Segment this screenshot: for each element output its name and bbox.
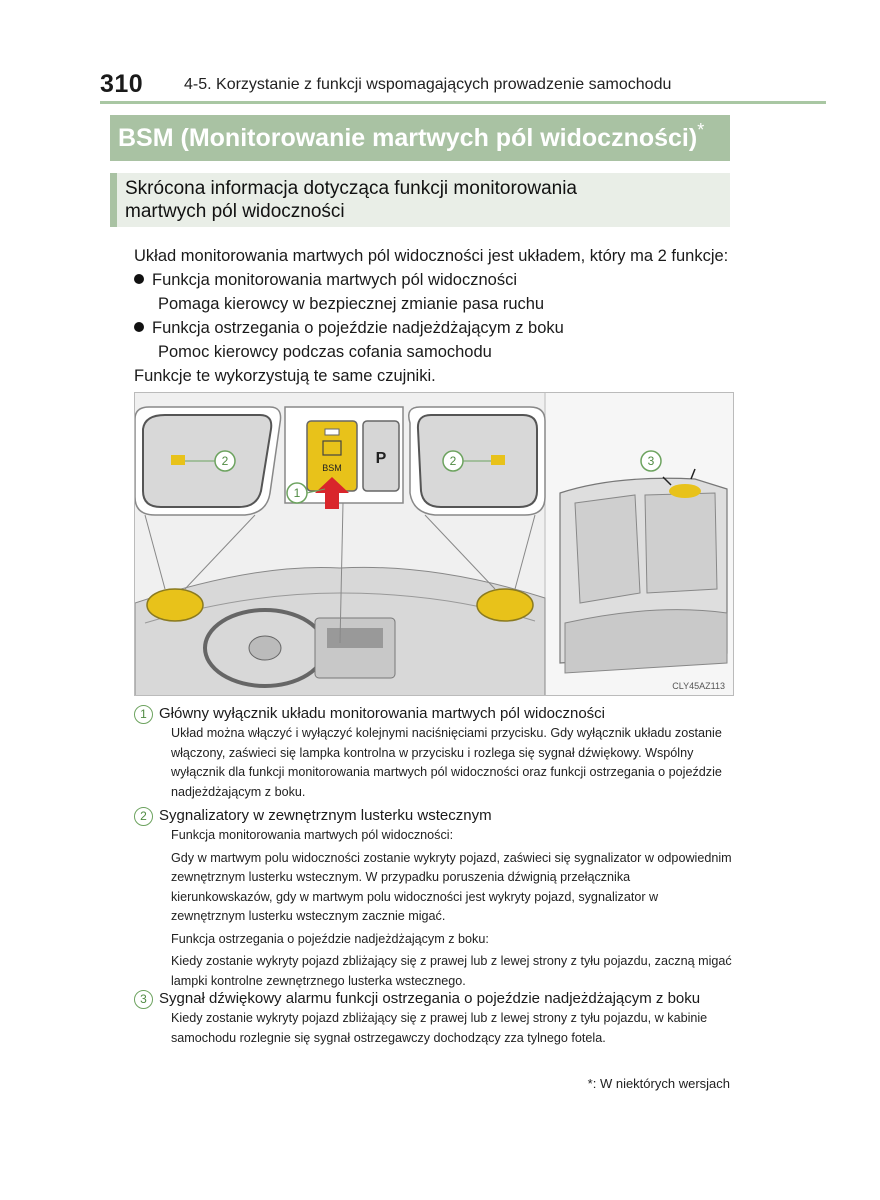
number-circle-icon: 1: [134, 705, 153, 724]
number-circle-icon: 3: [134, 990, 153, 1009]
bsm-switch-label: BSM: [322, 463, 342, 473]
item-paragraph: Funkcja monitorowania martwych pól widoczności:: [171, 828, 454, 842]
item-paragraph: Kiedy zostanie wykryty pojazd zbliżający się z prawej lub z lewej strony z tyłu pojazdu, w kabinie samochodu rozlegnie się sygnał ostrzegawczy dochodzący zza tylnego fotela.: [171, 1011, 708, 1045]
figure-code: CLY45AZ113: [672, 681, 725, 691]
bsm-illustration: [134, 392, 734, 696]
section-title: [110, 115, 730, 161]
subsection-title-line2: martwych pól widoczności: [125, 201, 345, 222]
footnote: *: W niektórych wersjach: [587, 1076, 730, 1091]
intro-text: [134, 244, 728, 388]
bullet-item: [134, 268, 728, 292]
description-item-2: [134, 806, 734, 991]
item-body: [171, 724, 734, 802]
bullet-item: [134, 316, 728, 340]
header-rule: [100, 101, 826, 104]
item-paragraph: Kiedy zostanie wykryty pojazd zbliżający się z prawej lub z lewej strony z tyłu pojazdu, zaczną migać lampki kontrolne zewnętrznego lusterka wstecznego.: [171, 954, 732, 988]
item-title: Sygnalizatory w zewnętrznym lusterku wstecznym: [159, 807, 492, 824]
bullet-description: Pomaga kierowcy w bezpiecznej zmianie pasa ruchu: [158, 295, 545, 313]
item-title: Główny wyłącznik układu monitorowania martwych pól widoczności: [159, 705, 606, 722]
item-heading: [134, 704, 734, 724]
description-item-3: [134, 989, 734, 1048]
parking-switch-label: P: [375, 450, 387, 467]
bullet-description: Pomoc kierowcy podczas cofania samochodu: [158, 343, 492, 361]
page-header: [100, 66, 826, 106]
item-body: [171, 826, 734, 991]
item-title: Sygnał dźwiękowy alarmu funkcji ostrzegania o pojeździe nadjeżdżającym z boku: [159, 990, 701, 1007]
item-paragraph: Gdy w martwym polu widoczności zostanie wykryty pojazd, zaświeci się sygnalizator w odpowiednim zewnętrznym lusterku wstecznym. W przypadku poruszenia dźwignią przełącznika kierunkowskazów, gdy w martwym polu widoczności jest wykryty pojazd, sygnalizator w zewnętrznym lusterku wstecznym zacznie migać.: [171, 850, 732, 923]
item-paragraph: Układ można włączyć i wyłączyć kolejnymi naciśnięciami przycisku. Gdy wyłącznik układu zostanie włączony, zaświeci się lampka kontrolna w przycisku i rozlega się sygnał dźwiękowy. Wspólny wyłącznik dla funkcji monitorowania martwych pól widoczności oraz funkcji ostrzegania o pojeździe nadjeżdżającym z boku.: [171, 726, 722, 799]
item-heading: [134, 989, 734, 1009]
intro-closing: Funkcje te wykorzystują te same czujniki.: [134, 367, 436, 385]
chapter-title: 4-5. Korzystanie z funkcji wspomagających prowadzenie samochodu: [184, 76, 672, 93]
callout-2-right: 2: [449, 454, 457, 468]
description-item-1: [134, 704, 734, 802]
item-body: [171, 1009, 734, 1048]
section-title-text: BSM (Monitorowanie martwych pól widoczności): [118, 124, 698, 152]
subsection-title-line1: Skrócona informacja dotycząca funkcji monitorowania: [125, 178, 577, 199]
intro-lead: Układ monitorowania martwych pól widoczności jest układem, który ma 2 funkcje:: [134, 247, 729, 265]
number-circle-icon: 2: [134, 807, 153, 826]
item-heading: [134, 806, 734, 826]
item-paragraph: Funkcja ostrzegania o pojeździe nadjeżdżającym z boku:: [171, 931, 489, 946]
illustration-drawing: [135, 393, 734, 696]
callout-1: 1: [293, 486, 301, 500]
bullet-text: Funkcja monitorowania martwych pól widoczności: [152, 271, 517, 289]
subsection-title: [110, 173, 730, 227]
page-number: 310: [100, 70, 144, 98]
bullet-icon: [134, 322, 144, 332]
bullet-text: Funkcja ostrzegania o pojeździe nadjeżdżającym z boku: [152, 319, 564, 337]
callout-2-left: 2: [221, 454, 229, 468]
footnote-mark: *: [697, 120, 705, 140]
bullet-icon: [134, 274, 144, 284]
callout-3: 3: [647, 454, 655, 468]
